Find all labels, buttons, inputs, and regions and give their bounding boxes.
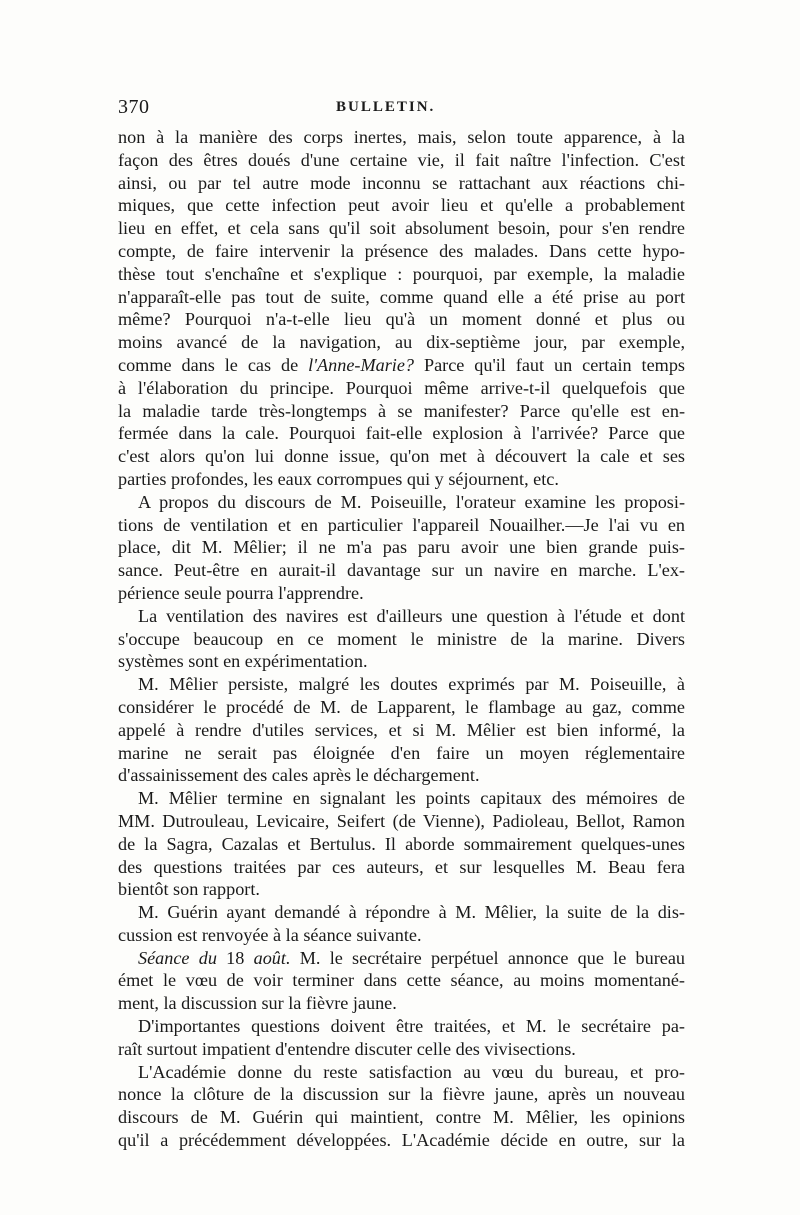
text-line: raît surtout impatient d'entendre discuter celle des vivisections. [118,1038,576,1059]
page-number: 370 [118,96,150,118]
text-line: qu'il a précédemment développées. L'Académie décide en outre, sur la [118,1130,685,1151]
text-line: fermée dans la cale. Pourquoi fait-elle explosion à l'arrivée? Parce que [118,423,685,444]
text-line: même? Pourquoi n'a-t-elle lieu qu'à un moment donné et plus ou [118,309,685,330]
text-line: ainsi, ou par tel autre mode inconnu se rattachant aux réactions chi- [118,172,685,193]
text-line: M. Mêlier persiste, malgré les doutes exprimés par M. Poiseuille, à [138,674,685,695]
text-line: A propos du discours de M. Poiseuille, l'orateur examine les proposi- [138,491,685,512]
text-line: émet le vœu de voir terminer dans cette séance, au moins momentané- [118,970,685,991]
text-line: discours de M. Guérin qui maintient, contre M. Mêlier, les opinions [118,1107,685,1128]
text-line: Séance du 18 août. M. le secrétaire perpétuel annonce que le bureau [138,947,685,968]
text-line: D'importantes questions doivent être traitées, et M. le secrétaire pa- [138,1016,685,1037]
text-line: considérer le procédé de M. de Lapparent, le flambage au gaz, comme [118,696,685,717]
text-line: M. Mêlier termine en signalant les points capitaux des mémoires de [138,788,685,809]
text-line: lieu en effet, et cela sans qu'il soit absolument besoin, pour s'en rendre [118,218,685,239]
italic-phrase: Séance du [138,947,217,968]
text-line: sance. Peut-être en aurait-il davantage sur un navire en marche. L'ex- [118,560,685,581]
text-line: ment, la discussion sur la fièvre jaune. [118,993,397,1014]
text-line: compte, de faire intervenir la présence des malades. Dans cette hypo- [118,240,685,261]
text-line: de la Sagra, Cazalas et Bertulus. Il aborde sommairement quelques-unes [118,833,685,854]
text-line: façon des êtres doués d'une certaine vie, il fait naître l'infection. C'est [118,149,685,170]
text-line: L'Académie donne du reste satisfaction au vœu du bureau, et pro- [138,1061,685,1082]
text-line: marine ne serait pas éloignée d'en faire un moyen réglementaire [118,742,685,763]
italic-phrase: l'Anne-Marie? [308,354,415,375]
text-line: périence seule pourra l'apprendre. [118,582,364,603]
text-line: c'est alors qu'on lui donne issue, qu'on met à découvert la cale et ses [118,446,685,467]
text-line: bientôt son rapport. [118,879,260,900]
italic-phrase: août. [253,947,291,968]
text-line: à l'élaboration du principe. Pourquoi même arrive-t-il quelquefois que [118,377,685,398]
text-line: moins avancé de la navigation, au dix-septième jour, par exemple, [118,332,685,353]
text-line: thèse tout s'enchaîne et s'explique : pourquoi, par exemple, la maladie [118,263,685,284]
body-text [118,126,685,1152]
text-line: appelé à rendre d'utiles services, et si M. Mêlier est bien informé, la [118,719,685,740]
text-line: tions de ventilation et en particulier l'appareil Nouailher.—Je l'ai vu en [118,514,685,535]
text-line: la maladie tarde très-longtemps à se manifester? Parce qu'elle est en- [118,400,685,421]
text-line: d'assainissement des cales après le déchargement. [118,765,480,786]
text-line: La ventilation des navires est d'ailleurs une question à l'étude et dont [138,605,685,626]
text-line: M. Guérin ayant demandé à répondre à M. Mêlier, la suite de la dis- [138,902,685,923]
running-head [118,96,688,120]
text-line: systèmes sont en expérimentation. [118,651,368,672]
text-line: n'apparaît-elle pas tout de suite, comme quand elle a été prise au port [118,286,685,307]
text-line: miques, que cette infection peut avoir lieu et qu'elle a probablement [118,195,685,216]
text-line: place, dit M. Mêlier; il ne m'a pas paru avoir une bien grande puis- [118,537,685,558]
text-line: s'occupe beaucoup en ce moment le ministre de la marine. Divers [118,628,685,649]
text-line: MM. Dutrouleau, Levicaire, Seifert (de Vienne), Padioleau, Bellot, Ramon [118,810,685,831]
text-line: non à la manière des corps inertes, mais, selon toute apparence, à la [118,127,685,147]
text-line: cussion est renvoyée à la séance suivante. [118,924,422,945]
text-line: nonce la clôture de la discussion sur la fièvre jaune, après un nouveau [118,1084,685,1105]
text-line: comme dans le cas de l'Anne-Marie? Parce qu'il faut un certain temps [118,354,685,375]
text-line: parties profondes, les eaux corrompues qui y séjournent, etc. [118,468,559,489]
running-title: BULLETIN. [336,99,436,115]
text-line: des questions traitées par ces auteurs, et sur lesquelles M. Beau fera [118,856,685,877]
